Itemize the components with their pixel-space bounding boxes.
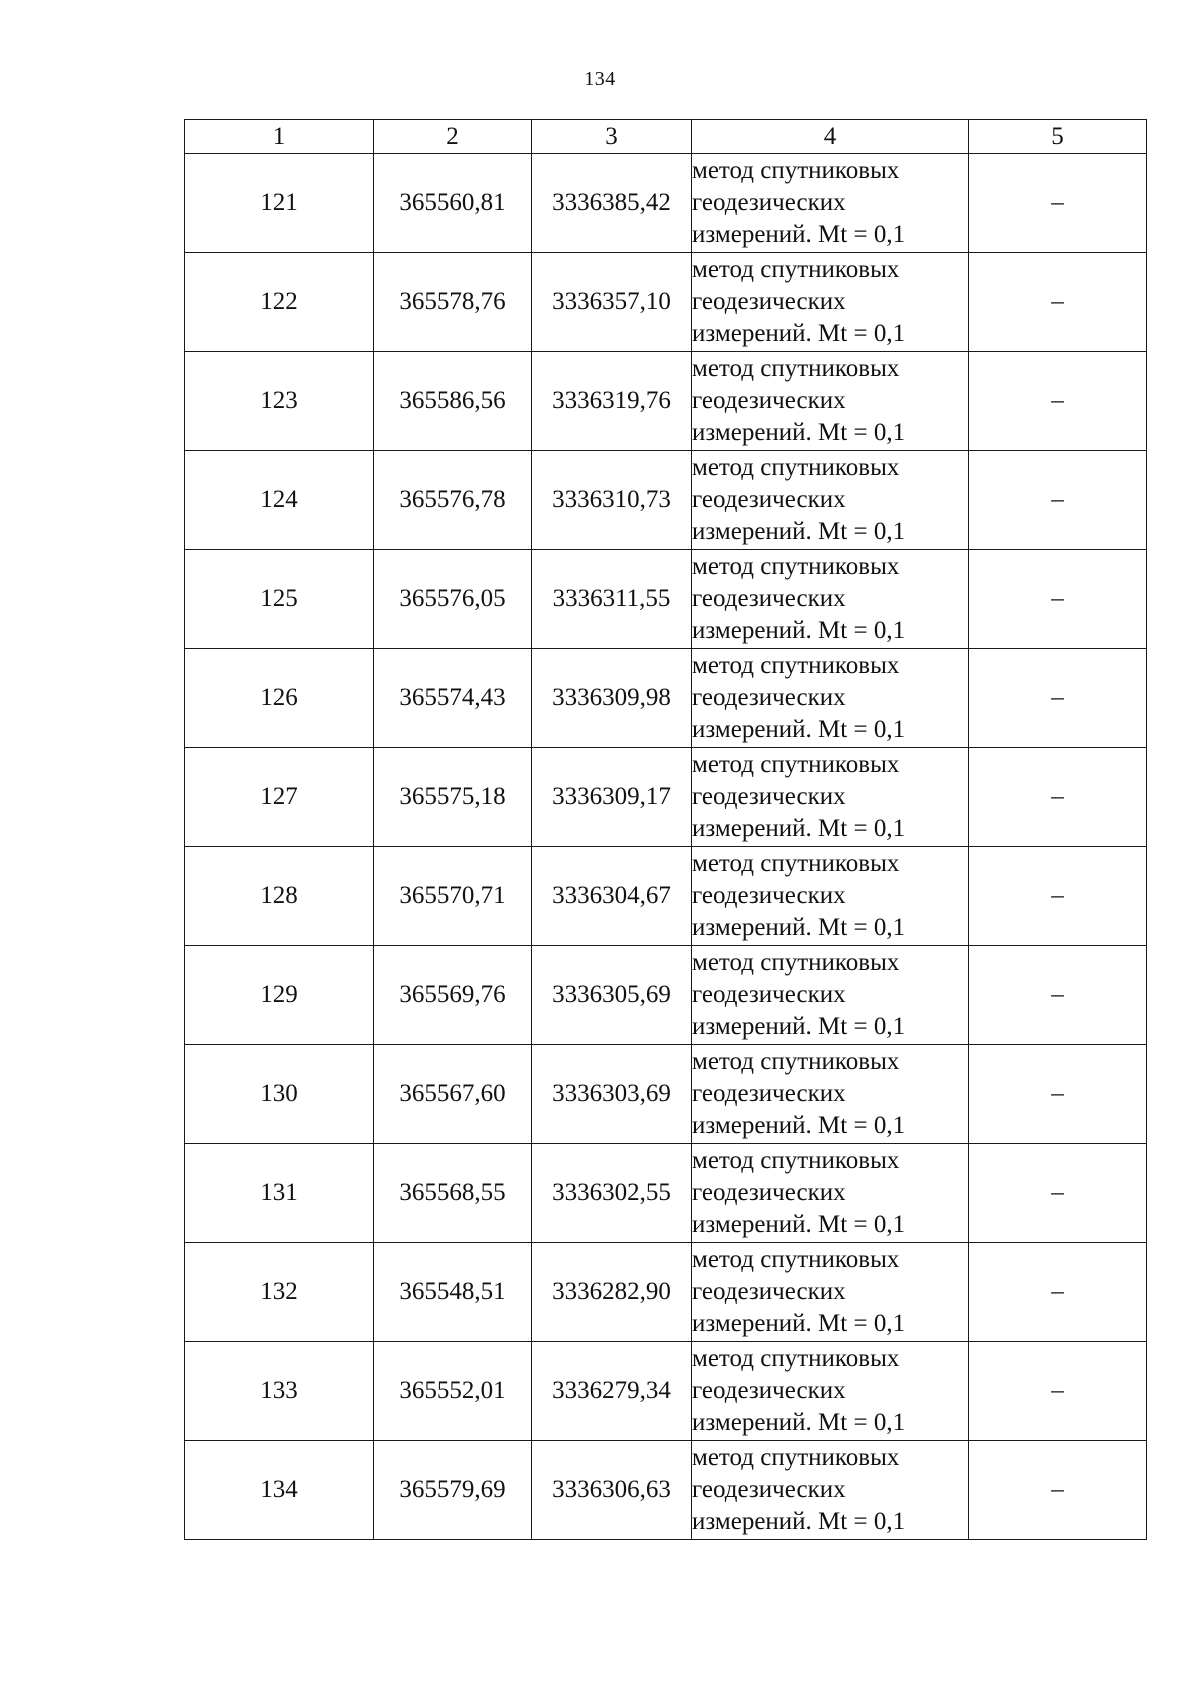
method-line: метод спутниковых [692, 157, 900, 184]
y-coordinate-cell: 3336302,55 [532, 1144, 692, 1243]
method-line: геодезических [692, 1278, 846, 1305]
method-cell [692, 352, 969, 451]
method-cell [692, 1045, 969, 1144]
table-row [185, 451, 1147, 550]
page-number: 134 [584, 68, 616, 90]
x-coordinate-cell: 365560,81 [374, 154, 532, 253]
column-header-2: 2 [374, 120, 532, 154]
point-number-cell: 122 [185, 253, 374, 352]
method-line: измерений. Mt = 0,1 [692, 419, 906, 446]
point-number-cell: 121 [185, 154, 374, 253]
method-cell [692, 1441, 969, 1540]
method-cell [692, 847, 969, 946]
point-number-cell: 133 [185, 1342, 374, 1441]
point-number-cell: 124 [185, 451, 374, 550]
method-line: измерений. Mt = 0,1 [692, 518, 906, 545]
table-row [185, 847, 1147, 946]
note-cell: – [969, 451, 1147, 550]
note-cell: – [969, 1342, 1147, 1441]
table-row [185, 550, 1147, 649]
note-cell: – [969, 253, 1147, 352]
column-header-1: 1 [185, 120, 374, 154]
x-coordinate-cell: 365570,71 [374, 847, 532, 946]
method-line: геодезических [692, 882, 846, 909]
method-line: метод спутниковых [692, 949, 900, 976]
method-line: геодезических [692, 189, 846, 216]
note-cell: – [969, 1144, 1147, 1243]
method-cell [692, 649, 969, 748]
point-number-cell: 127 [185, 748, 374, 847]
y-coordinate-cell: 3336305,69 [532, 946, 692, 1045]
y-coordinate-cell: 3336279,34 [532, 1342, 692, 1441]
table-row [185, 1441, 1147, 1540]
method-line: измерений. Mt = 0,1 [692, 1211, 906, 1238]
x-coordinate-cell: 365567,60 [374, 1045, 532, 1144]
method-line: метод спутниковых [692, 1147, 900, 1174]
point-number-cell: 129 [185, 946, 374, 1045]
method-line: геодезических [692, 1476, 846, 1503]
method-cell [692, 451, 969, 550]
method-cell [692, 748, 969, 847]
method-line: геодезических [692, 981, 846, 1008]
x-coordinate-cell: 365578,76 [374, 253, 532, 352]
table-row [185, 1045, 1147, 1144]
method-line: измерений. Mt = 0,1 [692, 1310, 906, 1337]
x-coordinate-cell: 365576,78 [374, 451, 532, 550]
y-coordinate-cell: 3336310,73 [532, 451, 692, 550]
point-number-cell: 130 [185, 1045, 374, 1144]
method-line: метод спутниковых [692, 1345, 900, 1372]
x-coordinate-cell: 365569,76 [374, 946, 532, 1045]
method-line: метод спутниковых [692, 751, 900, 778]
x-coordinate-cell: 365548,51 [374, 1243, 532, 1342]
method-line: измерений. Mt = 0,1 [692, 1013, 906, 1040]
note-cell: – [969, 154, 1147, 253]
x-coordinate-cell: 365576,05 [374, 550, 532, 649]
table-header-row [185, 120, 1147, 154]
table-row [185, 154, 1147, 253]
method-line: геодезических [692, 1080, 846, 1107]
note-cell: – [969, 352, 1147, 451]
x-coordinate-cell: 365575,18 [374, 748, 532, 847]
y-coordinate-cell: 3336282,90 [532, 1243, 692, 1342]
method-line: геодезических [692, 1377, 846, 1404]
method-line: измерений. Mt = 0,1 [692, 320, 906, 347]
y-coordinate-cell: 3336357,10 [532, 253, 692, 352]
method-cell [692, 550, 969, 649]
method-line: геодезических [692, 486, 846, 513]
method-line: метод спутниковых [692, 454, 900, 481]
y-coordinate-cell: 3336304,67 [532, 847, 692, 946]
y-coordinate-cell: 3336306,63 [532, 1441, 692, 1540]
table-row [185, 1243, 1147, 1342]
method-line: измерений. Mt = 0,1 [692, 221, 906, 248]
point-number-cell: 132 [185, 1243, 374, 1342]
method-cell [692, 253, 969, 352]
method-line: метод спутниковых [692, 652, 900, 679]
x-coordinate-cell: 365552,01 [374, 1342, 532, 1441]
table-row [185, 1144, 1147, 1243]
method-line: метод спутниковых [692, 1246, 900, 1273]
method-line: геодезических [692, 585, 846, 612]
point-number-cell: 123 [185, 352, 374, 451]
point-number-cell: 125 [185, 550, 374, 649]
note-cell: – [969, 550, 1147, 649]
method-line: измерений. Mt = 0,1 [692, 1409, 906, 1436]
x-coordinate-cell: 365574,43 [374, 649, 532, 748]
note-cell: – [969, 748, 1147, 847]
point-number-cell: 126 [185, 649, 374, 748]
method-line: измерений. Mt = 0,1 [692, 617, 906, 644]
method-line: измерений. Mt = 0,1 [692, 815, 906, 842]
x-coordinate-cell: 365568,55 [374, 1144, 532, 1243]
y-coordinate-cell: 3336303,69 [532, 1045, 692, 1144]
method-line: измерений. Mt = 0,1 [692, 914, 906, 941]
method-line: метод спутниковых [692, 355, 900, 382]
method-line: метод спутниковых [692, 1048, 900, 1075]
point-number-cell: 134 [185, 1441, 374, 1540]
method-line: геодезических [692, 1179, 846, 1206]
note-cell: – [969, 1045, 1147, 1144]
coordinates-table [184, 119, 1147, 1540]
column-header-3: 3 [532, 120, 692, 154]
y-coordinate-cell: 3336385,42 [532, 154, 692, 253]
x-coordinate-cell: 365579,69 [374, 1441, 532, 1540]
method-cell [692, 946, 969, 1045]
note-cell: – [969, 649, 1147, 748]
table-row [185, 352, 1147, 451]
method-line: геодезических [692, 684, 846, 711]
method-cell [692, 154, 969, 253]
column-header-4: 4 [692, 120, 969, 154]
y-coordinate-cell: 3336311,55 [532, 550, 692, 649]
method-line: геодезических [692, 783, 846, 810]
method-line: измерений. Mt = 0,1 [692, 1508, 906, 1535]
method-cell [692, 1144, 969, 1243]
note-cell: – [969, 847, 1147, 946]
method-line: метод спутниковых [692, 553, 900, 580]
y-coordinate-cell: 3336309,17 [532, 748, 692, 847]
method-cell [692, 1342, 969, 1441]
method-line: геодезических [692, 288, 846, 315]
table-row [185, 253, 1147, 352]
note-cell: – [969, 1441, 1147, 1540]
method-line: измерений. Mt = 0,1 [692, 716, 906, 743]
method-line: метод спутниковых [692, 850, 900, 877]
table-body [185, 154, 1147, 1540]
point-number-cell: 131 [185, 1144, 374, 1243]
method-cell [692, 1243, 969, 1342]
method-line: геодезических [692, 387, 846, 414]
method-line: метод спутниковых [692, 256, 900, 283]
y-coordinate-cell: 3336309,98 [532, 649, 692, 748]
point-number-cell: 128 [185, 847, 374, 946]
note-cell: – [969, 1243, 1147, 1342]
table-row [185, 1342, 1147, 1441]
y-coordinate-cell: 3336319,76 [532, 352, 692, 451]
note-cell: – [969, 946, 1147, 1045]
table-row [185, 748, 1147, 847]
table-row [185, 649, 1147, 748]
method-line: измерений. Mt = 0,1 [692, 1112, 906, 1139]
column-header-5: 5 [969, 120, 1147, 154]
x-coordinate-cell: 365586,56 [374, 352, 532, 451]
table-row [185, 946, 1147, 1045]
method-line: метод спутниковых [692, 1444, 900, 1471]
